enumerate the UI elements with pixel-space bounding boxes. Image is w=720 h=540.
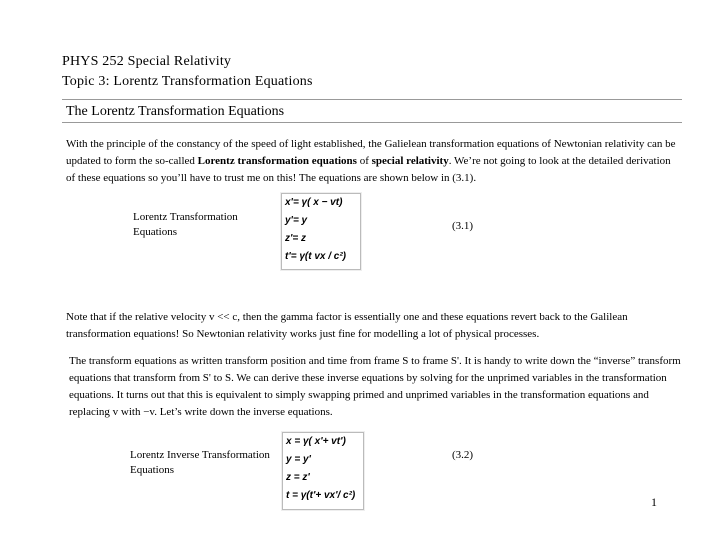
section-heading: The Lorentz Transformation Equations — [66, 104, 285, 119]
intro-text-3: . We’re not going to look at the detailed derivation of these equations so you’ll have to trust me on this! The equations are shown below in (3.1). — [66, 155, 671, 184]
equation-line: y = y' — [286, 454, 311, 465]
note-paragraph: Note that if the relative velocity v << c, then the gamma factor is essentially one and these equations revert back to the Galilean transformation equations! So Newtonian relativity works just fine for modelling a lot of physical processes. — [66, 311, 628, 340]
equation-line: t = γ(t'+ vx'/ c²) — [286, 490, 356, 501]
document-header — [62, 52, 313, 92]
equation-line: x'= γ( x − vt) — [285, 197, 343, 208]
equation-label-3-1: Lorentz Transformation Equations — [133, 211, 238, 238]
inverse-equations-image — [282, 432, 364, 510]
equation-line: t'= γ(t vx / c²) — [285, 251, 347, 262]
equation-number-3-2: (3.2) — [452, 449, 474, 461]
equation-label-3-2: Lorentz Inverse Transformation Equations — [130, 449, 270, 476]
equation-line: y'= y — [285, 215, 308, 226]
intro-bold-lorentz: Lorentz transformation equations — [197, 155, 357, 167]
inverse-paragraph: The transform equations as written transform position and time from frame S to frame S'. It is handy to write down the “inverse” transform equations that transform from S' to S. We can derive these inverse equations by solving for the unprimed variables in the transformation equations. It turns out that this is equivalent to simply swapping primed and unprimed variables in the transformation equations and replacing v with −v. Let’s write down the inverse equations. — [69, 355, 681, 418]
intro-text-1: With the principle of the constancy of the speed of light established, the Galielean transformation equations of Newtonian relativity can be updated to form the so-called — [66, 138, 676, 167]
intro-paragraph — [66, 136, 678, 187]
topic-title: Topic 3: Lorentz Transformation Equations — [62, 74, 313, 89]
equation-line: z'= z — [285, 233, 306, 244]
equation-number-3-1: (3.1) — [452, 220, 474, 232]
section-rule-bottom — [62, 122, 682, 123]
equation-line: z = z' — [286, 472, 310, 483]
lorentz-equations-image — [281, 193, 361, 270]
course-title: PHYS 252 Special Relativity — [62, 54, 232, 69]
section-rule-top — [62, 99, 682, 100]
intro-text-2: of — [356, 155, 372, 167]
page-number: 1 — [651, 495, 657, 509]
intro-bold-special-relativity: special relativity — [371, 155, 449, 167]
equation-line: x = γ( x'+ vt') — [286, 436, 346, 447]
